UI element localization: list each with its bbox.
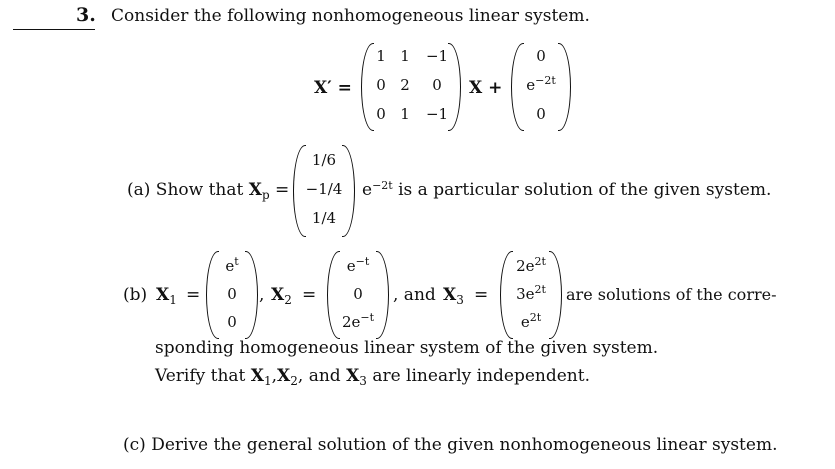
part-a-label: (a) Show that $X_p$ =: [127, 180, 290, 202]
problem-intro: Consider the following nonhomogeneous linear system.: [111, 6, 590, 26]
system-x-plus: X +: [469, 78, 503, 98]
x2-equals: =: [302, 285, 317, 305]
x1-entry: $e^t$: [225, 255, 239, 275]
forcing-top: 0: [536, 47, 546, 65]
particular-vector: [293, 145, 355, 235]
x1-comma: ,: [259, 285, 265, 305]
forcing-bottom: 0: [536, 105, 546, 123]
system-lhs: X′ =: [314, 78, 352, 98]
part-b-tail: are solutions of the corre-: [566, 285, 777, 304]
x2-vector: [327, 251, 389, 337]
x1-label: $X_1$: [156, 285, 177, 307]
x3-entry: $e^{2t}$: [520, 311, 542, 331]
x2-entry: 0: [353, 285, 363, 303]
matrix-cell: 0: [376, 76, 386, 94]
particular-entry: −1/4: [305, 180, 343, 198]
x1-entry: 0: [227, 285, 237, 303]
matrix-cell: 0: [376, 105, 386, 123]
x2-entry: $2e^{-t}$: [341, 311, 375, 331]
x1-equals: =: [186, 285, 201, 305]
matrix-cell: 0: [432, 76, 442, 94]
and-text: , and: [393, 285, 436, 305]
system-matrix: [361, 43, 461, 129]
matrix-cell: 1: [376, 47, 386, 65]
particular-entry: 1/6: [311, 151, 337, 169]
matrix-cell: 1: [400, 105, 410, 123]
forcing-vector: [511, 43, 571, 129]
x1-entry: 0: [227, 313, 237, 331]
part-b-label: (b): [123, 285, 148, 305]
x3-entry: $2e^{2t}$: [516, 255, 546, 275]
matrix-cell: 2: [400, 76, 410, 94]
forcing-middle: $e^{-2t}$: [526, 74, 556, 94]
problem-number: 3.: [76, 4, 96, 26]
header-rule: [13, 29, 95, 30]
x1-vector: [206, 251, 258, 337]
matrix-cell: −1: [425, 105, 449, 123]
x3-equals: =: [474, 285, 489, 305]
x2-entry: $e^{-t}$: [346, 255, 370, 275]
x3-vector: [500, 251, 562, 337]
part-c-text: (c) Derive the general solution of the given nonhomogeneous linear system.: [123, 435, 778, 455]
x3-entry: $3e^{2t}$: [516, 283, 546, 303]
part-b-line2: sponding homogeneous linear system of the given system.: [155, 338, 659, 358]
x2-label: $X_2$: [271, 285, 292, 307]
part-b-line3: Verify that $X_1,X_2$, and $X_3$ are linearly independent.: [155, 366, 590, 388]
particular-entry: 1/4: [311, 209, 337, 227]
part-a-tail: $e^{-2t}$ is a particular solution of the given system.: [362, 179, 772, 200]
matrix-cell: 1: [400, 47, 410, 65]
matrix-cell: −1: [425, 47, 449, 65]
x3-label: $X_3$: [443, 285, 464, 307]
